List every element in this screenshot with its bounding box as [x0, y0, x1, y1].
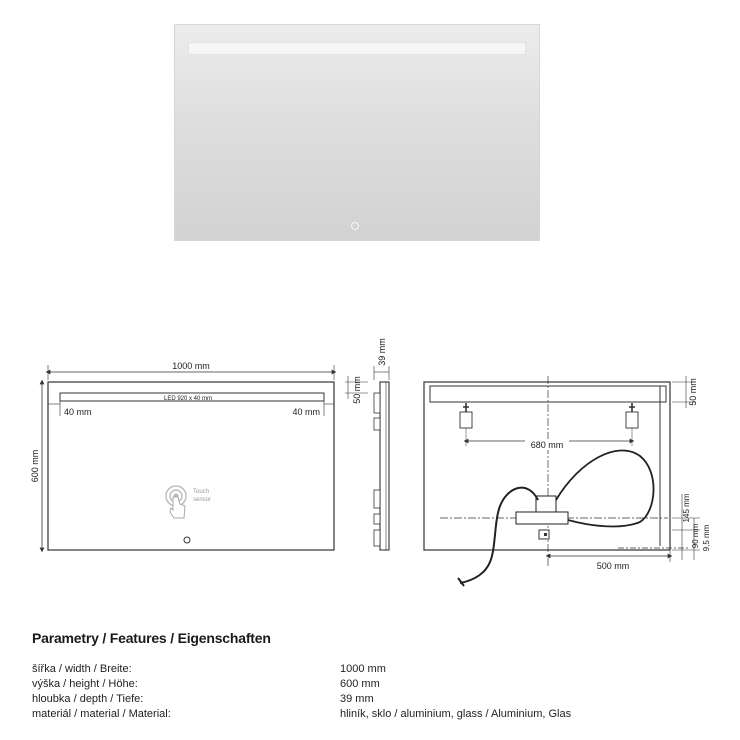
spec-label: výška / height / Höhe:: [32, 678, 138, 690]
front-view-margin-right: 40 mm: [292, 407, 320, 417]
front-view: [30, 361, 334, 550]
front-view-led-label: LED 920 x 40 mm: [163, 396, 213, 402]
spec-row: [32, 692, 712, 707]
spec-value: 1000 mm: [340, 663, 386, 675]
back-view-dim-145: 145 mm: [682, 493, 691, 523]
back-view-mount-spacing-dim: 680 mm: [530, 440, 564, 450]
side-view-depth-dim: 39 mm: [377, 338, 387, 366]
spec-label: šířka / width / Breite:: [32, 663, 132, 675]
front-view-sensor-label-2: sensor: [193, 497, 212, 503]
spec-label: materiál / material / Material:: [32, 708, 171, 720]
features-title: Parametry / Features / Eigenschaften: [32, 630, 271, 646]
front-view-sensor-label-1: Touch: [193, 489, 210, 495]
front-view-height-dim: 600 mm: [30, 449, 40, 483]
back-view-top-offset-dim: 50 mm: [688, 378, 698, 406]
spec-table: [32, 662, 712, 722]
back-view-dim-500: 500 mm: [596, 561, 630, 571]
spec-row: [32, 707, 712, 722]
back-view-dim-9-5: 9,5 mm: [702, 524, 711, 552]
side-view: [345, 338, 389, 550]
spec-value: 600 mm: [340, 678, 380, 690]
spec-row: [32, 677, 712, 692]
spec-label: hloubka / depth / Tiefe:: [32, 693, 144, 705]
side-view-top-offset-dim: 50 mm: [352, 376, 362, 404]
spec-row: [32, 662, 712, 677]
spec-value: hliník, sklo / aluminium, glass / Aluminium, Glas: [340, 708, 572, 720]
side-view-body: [380, 382, 389, 550]
back-view: [424, 376, 711, 586]
back-view-dim-90: 90 mm: [691, 523, 700, 549]
front-view-margin-left: 40 mm: [64, 407, 92, 417]
front-view-width-dim: 1000 mm: [172, 361, 210, 371]
spec-value: 39 mm: [340, 693, 374, 705]
